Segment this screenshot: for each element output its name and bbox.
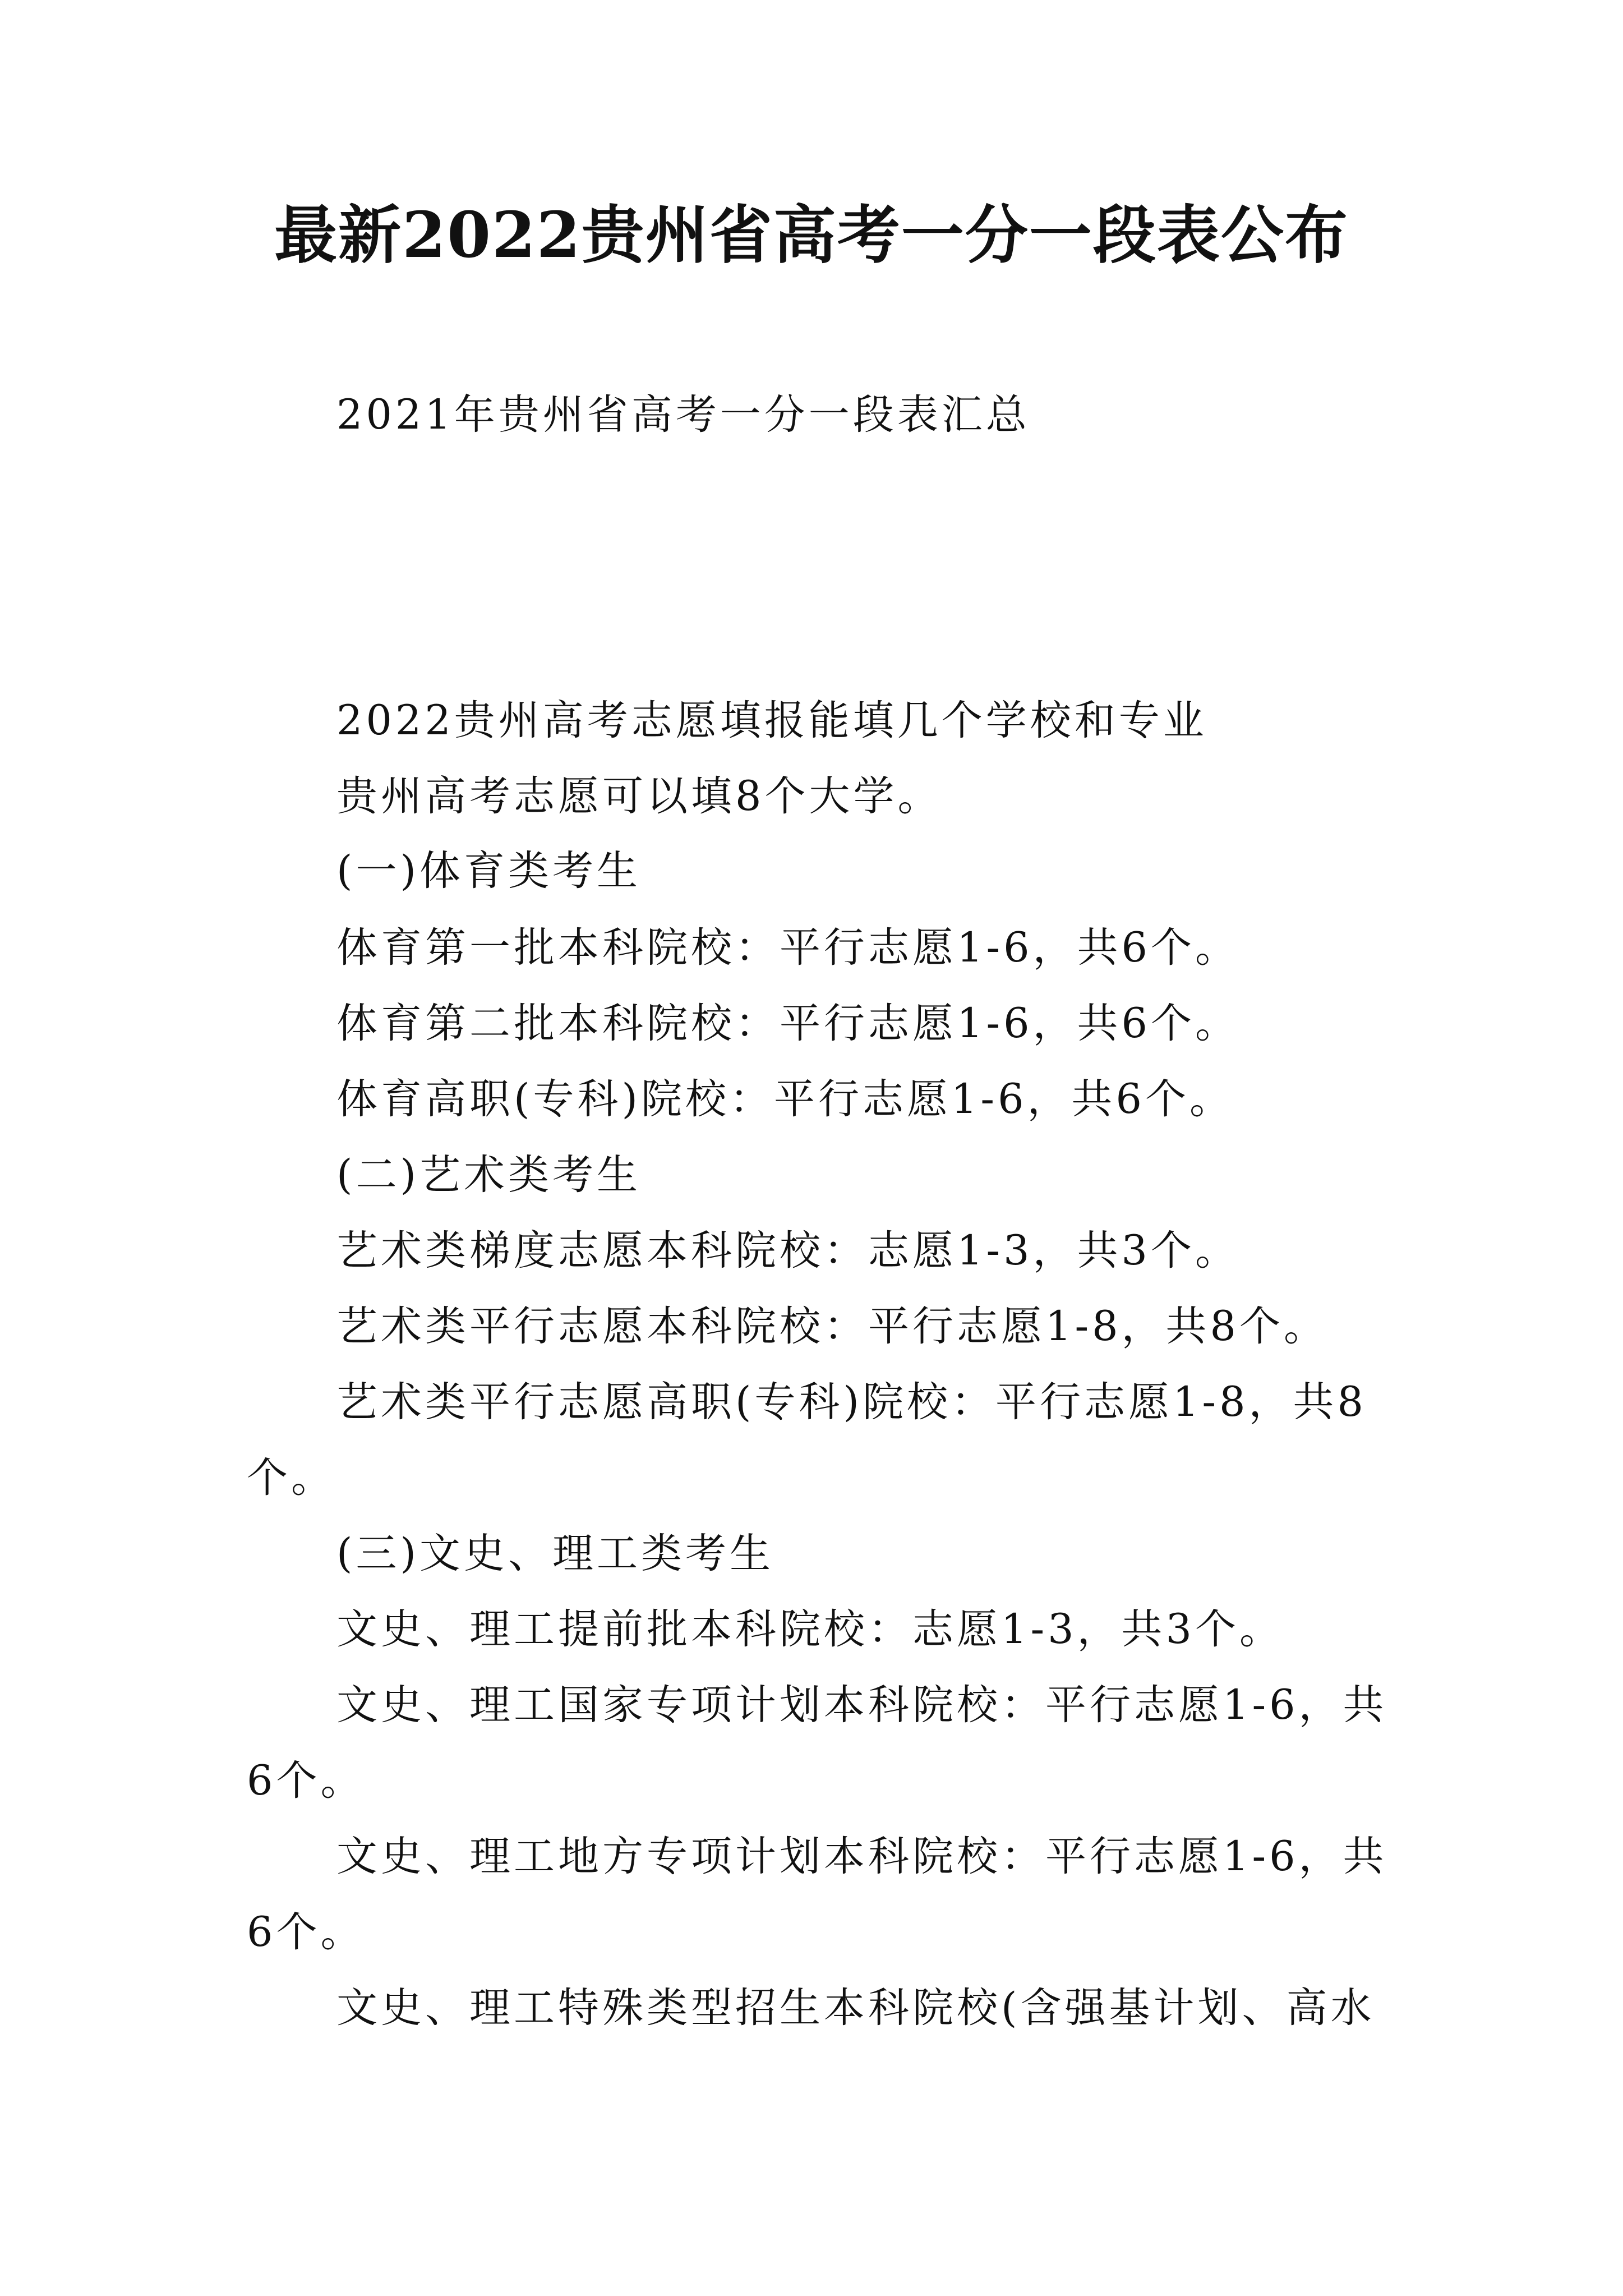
- section-heading: (三)文史、理工类考生: [336, 1530, 774, 1577]
- paragraph-line: 艺术类平行志愿高职(专科)院校：平行志愿1-8，共8: [336, 1378, 1367, 1426]
- section-heading: (一)体育类考生: [336, 847, 641, 895]
- paragraph-line: 2022贵州高考志愿填报能填几个学校和专业: [336, 697, 1207, 744]
- paragraph-line: 6个。: [247, 1908, 365, 1956]
- paragraph-line: 贵州高考志愿可以填8个大学。: [336, 772, 942, 820]
- document-title: 最新2022贵州省高考一分一段表公布: [274, 199, 1349, 272]
- paragraph-line: 文史、理工特殊类型招生本科院校(含强基计划、高水: [336, 1984, 1375, 2032]
- paragraph-line: 个。: [247, 1454, 335, 1502]
- paragraph-line: 艺术类梯度志愿本科院校：志愿1-3，共3个。: [336, 1227, 1239, 1274]
- paragraph-line: 文史、理工国家专项计划本科院校：平行志愿1-6，共: [336, 1681, 1387, 1729]
- paragraph-line: 文史、理工提前批本科院校：志愿1-3，共3个。: [336, 1605, 1284, 1653]
- paragraph-line: 体育第二批本科院校：平行志愿1-6，共6个。: [336, 1000, 1239, 1047]
- paragraph-line: 文史、理工地方专项计划本科院校：平行志愿1-6，共: [336, 1833, 1387, 1880]
- paragraph-line: 体育第一批本科院校：平行志愿1-6，共6个。: [336, 924, 1239, 972]
- paragraph-line: 6个。: [247, 1757, 365, 1805]
- paragraph-line: 艺术类平行志愿本科院校：平行志愿1-8，共8个。: [336, 1303, 1328, 1350]
- paragraph-line: 体育高职(专科)院校：平行志愿1-6，共6个。: [336, 1075, 1234, 1123]
- document-subtitle: 2021年贵州省高考一分一段表汇总: [336, 391, 1030, 439]
- section-heading: (二)艺术类考生: [336, 1151, 641, 1199]
